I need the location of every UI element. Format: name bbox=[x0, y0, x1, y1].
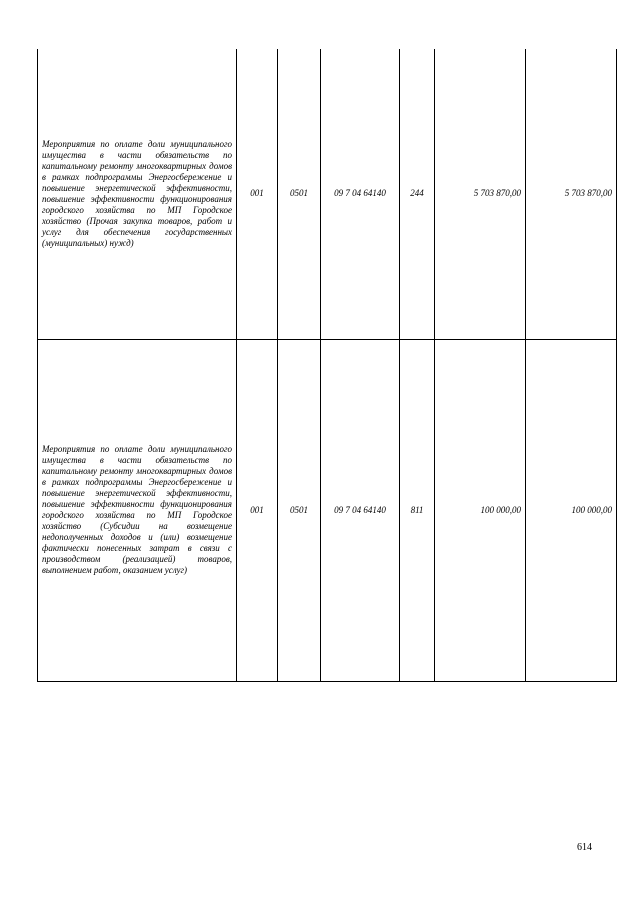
row-description: Мероприятия по оплате доли муниципального имущества в части обязательств по капитальному ремонту многоквартирных домов в рамках подпрограммы Энергосбережение и повышение энергетической эффективности, повышение эффективности функционирования городского хозяйства по МП Городское хозяйство (Прочая закупка товаров, работ и услуг для обеспечения государственных (муниципальных) нужд) bbox=[38, 49, 237, 339]
amount-cell: 100 000,00 bbox=[435, 339, 526, 681]
table-row bbox=[38, 339, 617, 681]
section-code-cell: 0501 bbox=[278, 339, 321, 681]
expense-type-cell: 811 bbox=[400, 339, 435, 681]
ministry-code-cell: 001 bbox=[237, 49, 278, 339]
section-code-cell: 0501 bbox=[278, 49, 321, 339]
row-description: Мероприятия по оплате доли муниципального имущества в части обязательств по капитальному ремонту многоквартирных домов в рамках подпрограммы Энергосбережение и повышение энергетической эффективности, повышение эффективности функционирования городского хозяйства по МП Городское хозяйство (Субсидии на возмещение недополученных доходов и (или) возмещение фактически понесенных затрат в связи с производством (реализацией) товаров, выполнением работ, оказанием услуг) bbox=[38, 339, 237, 681]
target-article-cell: 09 7 04 64140 bbox=[321, 339, 400, 681]
amount-cell: 5 703 870,00 bbox=[435, 49, 526, 339]
amount-cell: 5 703 870,00 bbox=[526, 49, 617, 339]
budget-table bbox=[37, 49, 617, 682]
expense-type-cell: 244 bbox=[400, 49, 435, 339]
target-article-cell: 09 7 04 64140 bbox=[321, 49, 400, 339]
page-number: 614 bbox=[577, 842, 592, 853]
ministry-code-cell: 001 bbox=[237, 339, 278, 681]
amount-cell: 100 000,00 bbox=[526, 339, 617, 681]
table-row bbox=[38, 49, 617, 339]
